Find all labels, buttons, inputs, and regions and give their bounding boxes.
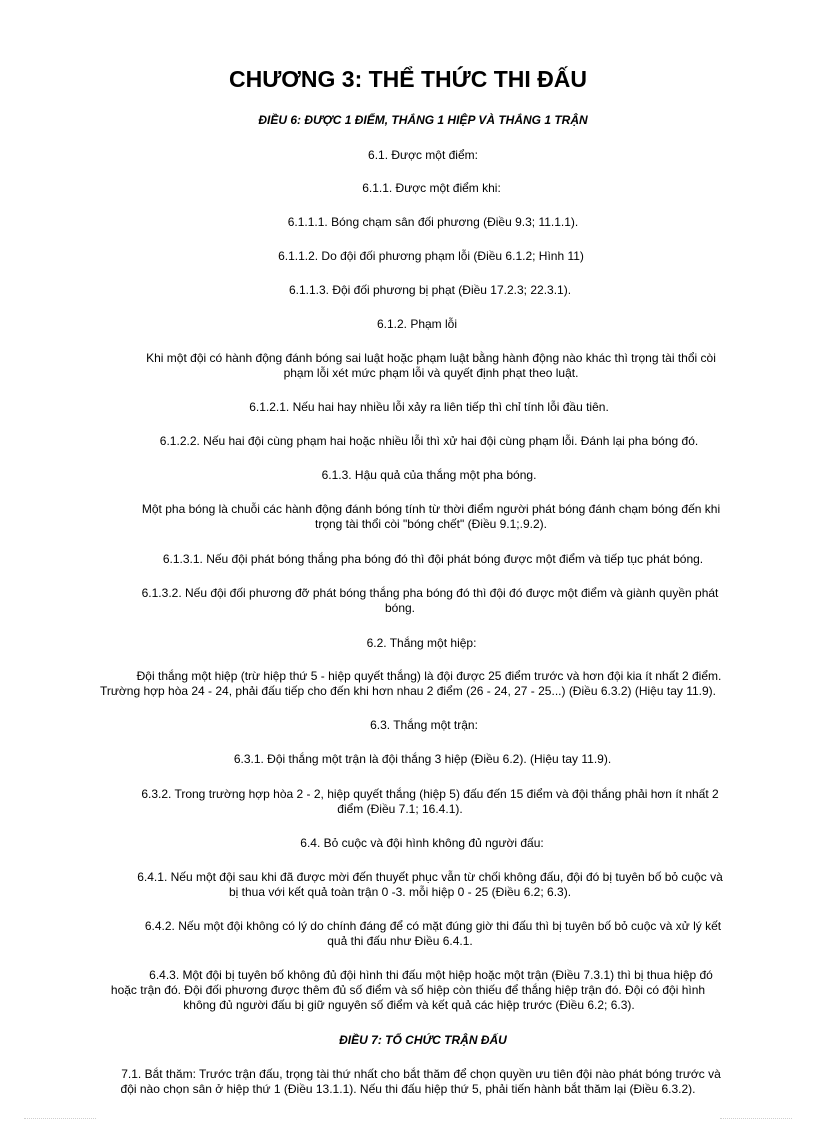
section-6-1-3: 6.1.3. Hậu quả của thắng một pha bóng.: [321, 468, 537, 482]
section-6-2: 6.2. Thắng một hiệp:: [366, 636, 477, 650]
section-6-1-2: 6.1.2. Phạm lỗi: [376, 317, 458, 331]
section-6-1-1-1: 6.1.1.1. Bóng chạm sân đối phương (Điều 9.3; 11.1.1).: [287, 215, 579, 229]
section-6-1-3-text-line-2: trọng tài thổi còi "bóng chết" (Điều 9.1;.9.2).: [315, 517, 547, 531]
section-6-1-2-1: 6.1.2.1. Nếu hai hay nhiều lỗi xảy ra liên tiếp thì chỉ tính lỗi đầu tiên.: [249, 400, 609, 414]
section-6-2-text-line-2: Trường hợp hòa 24 - 24, phải đấu tiếp cho đến khi hơn nhau 2 điểm (26 - 24, 27 - 25...) (Điều 6.3.2) (Hiệu tay 11.9).: [100, 684, 716, 698]
section-6-1-3-2-line-2: bóng.: [384, 601, 416, 615]
section-6-4-2-line-1: 6.4.2. Nếu một đội không có lý do chính đáng để có mặt đúng giờ thi đấu thì bị tuyên bố bỏ cuộc và xử lý kết: [144, 919, 722, 933]
section-6-1-3-1: 6.1.3.1. Nếu đội phát bóng thắng pha bóng đó thì đội phát bóng được một điểm và tiếp tục phát bóng.: [162, 552, 704, 566]
section-6-1-1: 6.1.1. Được một điểm khi:: [362, 181, 501, 195]
footer-divider-right: [720, 1118, 792, 1119]
section-6-4-3-line-3: không đủ người đấu bị giữ nguyên số điểm và kết quả các hiệp trước (Điều 6.2; 6.3).: [183, 998, 635, 1012]
section-6-4-2-line-2: quả thi đấu như Điều 6.4.1.: [327, 934, 473, 948]
footer-divider-left: [24, 1118, 96, 1119]
section-6-4-1-line-1: 6.4.1. Nếu một đội sau khi đã được mời đến thuyết phục vẫn từ chối không đấu, đội đó bị tuyên bố bỏ cuộc và: [137, 870, 723, 884]
chapter-title: CHƯƠNG 3: THỂ THỨC THI ĐẤU: [228, 66, 588, 92]
section-6-1-1-3: 6.1.1.3. Đội đối phương bị phạt (Điều 17.2.3; 22.3.1).: [288, 283, 572, 297]
section-6-1: 6.1. Được một điểm:: [368, 148, 478, 162]
section-6-2-text-line-1: Đội thắng một hiệp (trừ hiệp thứ 5 - hiệp quyết thắng) là đội được 25 điểm trước và hơn đội kia ít nhất 2 điểm.: [136, 669, 722, 683]
section-6-3-1: 6.3.1. Đội thắng một trận là đội thắng 3 hiệp (Điều 6.2). (Hiệu tay 11.9).: [233, 752, 612, 766]
section-6-1-3-2-line-1: 6.1.3.2. Nếu đội đối phương đỡ phát bóng thắng pha bóng đó thì đội đó được một điểm và giành quyền phát: [141, 586, 719, 600]
article-6-heading: ĐIỀU 6: ĐƯỢC 1 ĐIỂM, THẮNG 1 HIỆP VÀ THẮNG 1 TRẬN: [258, 113, 588, 127]
section-6-1-2-text-line-1: Khi một đội có hành động đánh bóng sai luật hoặc phạm luật bằng hành động nào khác thì trọng tài thổi còi: [146, 351, 716, 365]
section-6-3-2-line-2: điểm (Điều 7.1; 16.4.1).: [337, 802, 463, 816]
section-7-1-line-2: đội nào chọn sân ở hiệp thứ 1 (Điều 13.1.1). Nếu thi đấu hiệp thứ 5, phải tiến hành bắt thăm lại (Điều 6.3.2).: [120, 1082, 696, 1096]
section-6-4-3-line-1: 6.4.3. Một đội bị tuyên bố không đủ đội hình thi đấu một hiệp hoặc một trận (Điều 7.3.1) thì bị thua hiệp đó: [149, 968, 713, 982]
section-6-3: 6.3. Thắng một trận:: [370, 718, 478, 732]
article-7-heading: ĐIỀU 7: TỔ CHỨC TRẬN ĐẤU: [339, 1033, 507, 1047]
section-6-1-2-text-line-2: phạm lỗi xét mức phạm lỗi và quyết định phạt theo luật.: [283, 366, 579, 380]
section-6-4: 6.4. Bỏ cuộc và đội hình không đủ người đấu:: [300, 836, 544, 850]
section-6-4-3-line-2: hoặc trận đó. Đội đối phương được thêm đủ số điểm và số hiệp còn thiếu để thắng hiệp trận đó. Đội có đội hình: [110, 983, 706, 997]
section-6-1-2-2: 6.1.2.2. Nếu hai đội cùng phạm hai hoặc nhiều lỗi thì xử hai đội cùng phạm lỗi. Đánh lại pha bóng đó.: [159, 434, 699, 448]
section-7-1-line-1: 7.1. Bắt thăm: Trước trận đấu, trọng tài thứ nhất cho bắt thăm để chọn quyền ưu tiên đội nào phát bóng trước và: [121, 1067, 721, 1081]
section-6-4-1-line-2: bị thua với kết quả toàn trận 0 -3. mỗi hiệp 0 - 25 (Điều 6.2; 6.3).: [228, 885, 572, 899]
section-6-1-1-2: 6.1.1.2. Do đội đối phương phạm lỗi (Điều 6.1.2; Hình 11): [278, 249, 584, 263]
section-6-3-2-line-1: 6.3.2. Trong trường hợp hòa 2 - 2, hiệp quyết thắng (hiệp 5) đấu đến 15 điểm và đội thắng phải hơn ít nhất 2: [141, 787, 719, 801]
section-6-1-3-text-line-1: Một pha bóng là chuỗi các hành động đánh bóng tính từ thời điểm người phát bóng đánh chạm bóng đến khi: [141, 502, 721, 516]
